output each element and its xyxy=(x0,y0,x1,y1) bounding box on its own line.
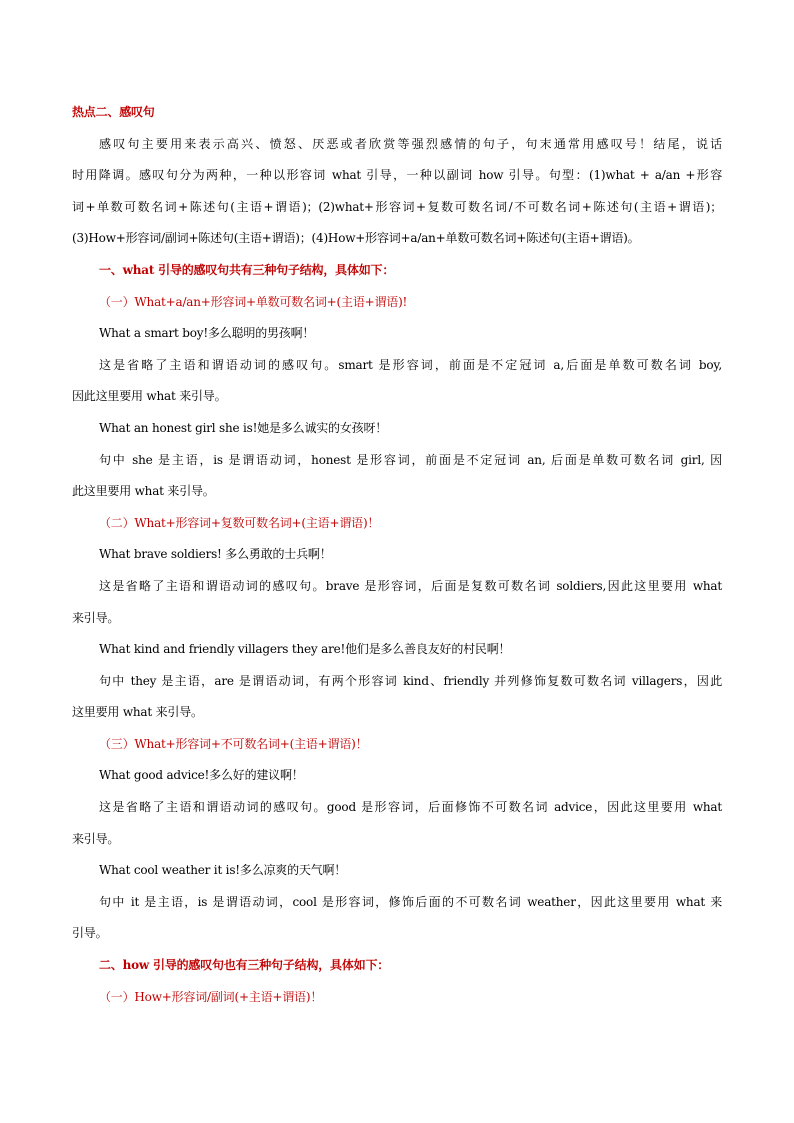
intro-line-3: 词+单数可数名词+陈述句(主语+谓语)；(2)what+形容词+复数可数名词/不可数名词+陈述句(主语+谓语)； xyxy=(72,199,722,214)
what-pattern-1-label: （一）What+a/an+形容词+单数可数名词+(主语+谓语)! xyxy=(99,294,408,309)
what-pattern-1-example-2: What an honest girl she is!她是多么诚实的女孩呀！ xyxy=(99,420,388,435)
section-title: 热点二、感叹句 xyxy=(72,105,155,119)
what-pattern-2-explain-1-line-1: 这是省略了主语和谓语动词的感叹句。brave 是形容词，后面是复数可数名词 soldiers,因此这里要用 what xyxy=(99,578,722,593)
what-pattern-3-explain-2-line-2: 引导。 xyxy=(72,926,108,941)
what-pattern-2-explain-2-line-1: 句中 they 是主语，are 是谓语动词，有两个形容词 kind、friendly 并列修饰复数可数名词 villagers，因此 xyxy=(99,673,722,688)
what-pattern-1-explain-1-line-1: 这是省略了主语和谓语动词的感叹句。smart 是形容词，前面是不定冠词 a,后面是单数可数名词 boy, xyxy=(99,357,722,372)
intro-line-1: 感叹句主要用来表示高兴、愤怒、厌恶或者欣赏等强烈感情的句子，句末通常用感叹号！结尾，说话 xyxy=(99,136,722,151)
what-pattern-2-explain-2-line-2: 这里要用 what 来引导。 xyxy=(72,705,203,720)
what-pattern-2-example-1: What brave soldiers! 多么勇敢的士兵啊！ xyxy=(99,547,332,562)
what-pattern-1-explain-1-line-2: 因此这里要用 what 来引导。 xyxy=(72,389,227,404)
what-section-heading: 一、what 引导的感叹句共有三种句子结构，具体如下： xyxy=(99,262,395,277)
what-pattern-3-example-2: What cool weather it is!多么凉爽的天气啊！ xyxy=(99,863,347,878)
what-pattern-3-explain-2-line-1: 句中 it 是主语，is 是谓语动词，cool 是形容词，修饰后面的不可数名词 weather，因此这里要用 what 来 xyxy=(99,894,722,909)
what-pattern-2-explain-1-line-2: 来引导。 xyxy=(72,610,120,625)
intro-line-4: (3)How+形容词/副词+陈述句(主语+谓语)；(4)How+形容词+a/an+单数可数名词+陈述句(主语+谓语)。 xyxy=(72,231,640,246)
what-pattern-3-example-1: What good advice!多么好的建议啊！ xyxy=(99,768,304,783)
how-pattern-1-label: （一）How+形容词/副词(+主语+谓语)！ xyxy=(99,989,323,1004)
what-pattern-1-example-1: What a smart boy!多么聪明的男孩啊！ xyxy=(99,326,315,341)
what-pattern-3-explain-1-line-2: 来引导。 xyxy=(72,831,120,846)
how-section-heading: 二、how 引导的感叹句也有三种句子结构，具体如下： xyxy=(99,958,390,973)
what-pattern-3-explain-1-line-1: 这是省略了主语和谓语动词的感叹句。good 是形容词，后面修饰不可数名词 advice，因此这里要用 what xyxy=(99,800,722,815)
what-pattern-3-label: （三）What+形容词+不可数名词+(主语+谓语)！ xyxy=(99,736,368,751)
document-body xyxy=(72,97,722,1013)
intro-line-2: 时用降调。感叹句分为两种，一种以形容词 what 引导，一种以副词 how 引导。句型：(1)what + a/an +形容 xyxy=(72,168,722,183)
what-pattern-1-explain-2-line-2: 此这里要用 what 来引导。 xyxy=(72,484,215,499)
what-pattern-1-explain-2-line-1: 句中 she 是主语，is 是谓语动词，honest 是形容词，前面是不定冠词 an, 后面是单数可数名词 girl, 因 xyxy=(99,452,722,467)
what-pattern-2-label: （二）What+形容词+复数可数名词+(主语+谓语)！ xyxy=(99,515,380,530)
what-pattern-2-example-2: What kind and friendly villagers they are!他们是多么善良友好的村民啊！ xyxy=(99,642,511,657)
